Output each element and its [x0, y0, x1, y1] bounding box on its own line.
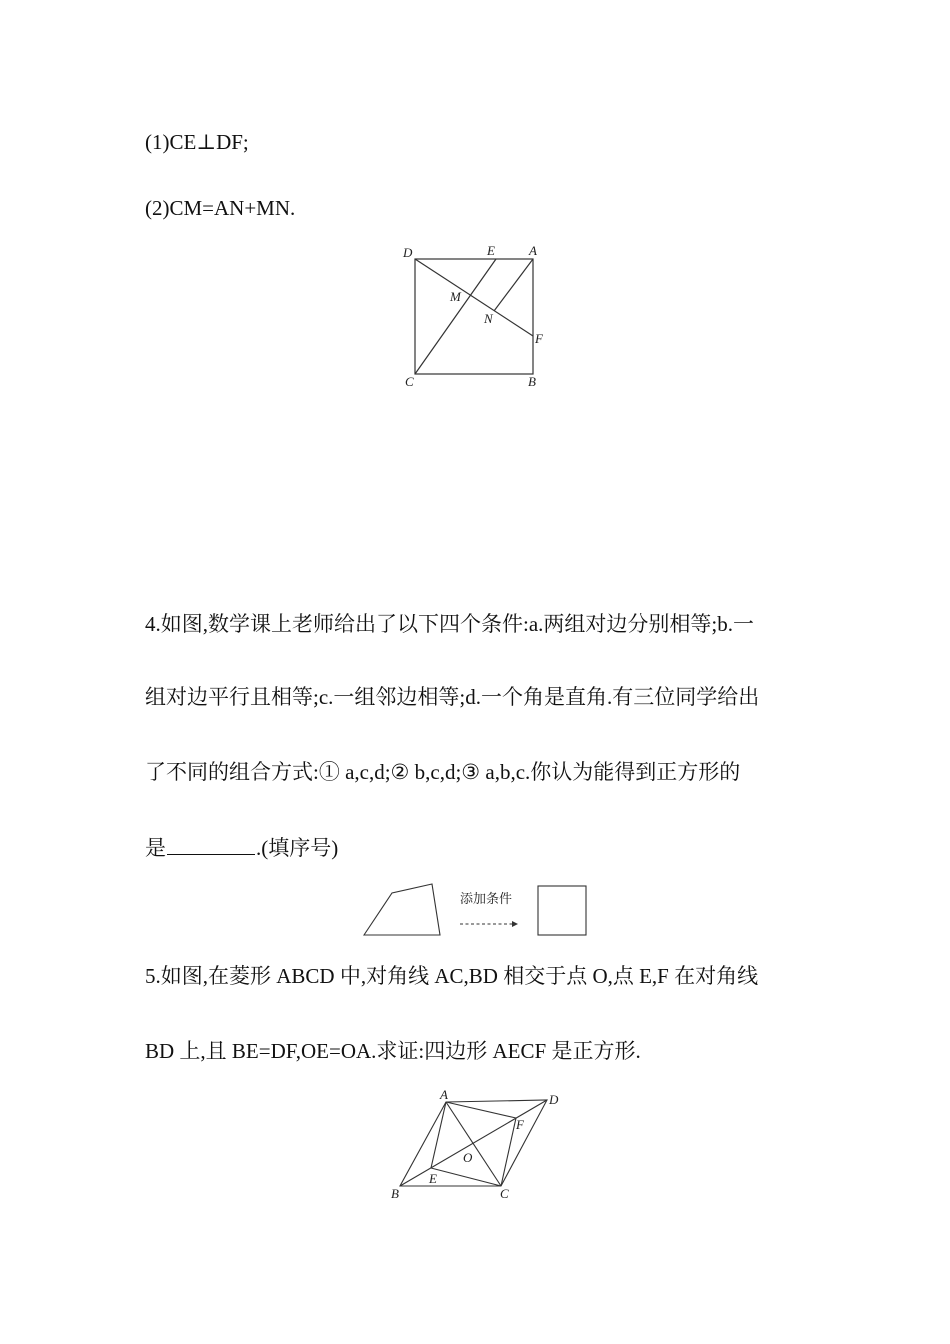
problem5-line1: 5.如图,在菱形 ABCD 中,对角线 AC,BD 相交于点 O,点 E,F 在对角线	[145, 964, 759, 988]
problem4-line2: 组对边平行且相等;c.一组邻边相等;d.一个角是直角.有三位同学给出	[145, 685, 760, 709]
problem4-line3: 了不同的组合方式:① a,c,d;② b,c,d;③ a,b,c.你认为能得到正方形的	[145, 760, 741, 784]
label-d: D	[549, 1092, 559, 1107]
line-df	[415, 259, 533, 336]
problem5-line2: BD 上,且 BE=DF,OE=OA.求证:四边形 AECF 是正方形.	[145, 1039, 641, 1063]
label-a: A	[529, 243, 537, 258]
label-a: A	[440, 1087, 448, 1102]
label-o: O	[463, 1150, 473, 1165]
label-f: F	[535, 331, 543, 346]
diagonal-ac	[446, 1102, 501, 1186]
label-b: B	[528, 374, 536, 389]
diagonal-bd	[400, 1100, 547, 1186]
square-abcd	[415, 259, 533, 374]
part2-text: (2)CM=AN+MN.	[145, 196, 296, 220]
rhombus-figure	[385, 1085, 575, 1210]
part1-text: (1)CE⊥DF;	[145, 130, 249, 154]
add-condition-figure	[360, 878, 595, 942]
answer-blank	[167, 836, 255, 855]
label-n: N	[484, 311, 493, 326]
quadrilateral-shape	[364, 884, 440, 935]
label-f: F	[516, 1117, 524, 1132]
label-d: D	[403, 245, 413, 260]
line-an	[494, 259, 533, 311]
line-ae	[431, 1102, 446, 1168]
problem4-line4-prefix: 是	[145, 836, 166, 860]
label-c: C	[500, 1186, 509, 1201]
label-b: B	[391, 1186, 399, 1201]
arrow-label: 添加条件	[460, 892, 513, 907]
arrow-head	[512, 921, 518, 927]
problem4-line4	[145, 836, 338, 859]
label-e: E	[487, 243, 495, 258]
problem4-line1: 4.如图,数学课上老师给出了以下四个条件:a.两组对边分别相等;b.一	[145, 612, 754, 636]
target-square	[538, 886, 586, 935]
square-figure	[395, 240, 555, 400]
label-c: C	[405, 374, 414, 389]
line-af	[446, 1102, 516, 1118]
line-fc	[501, 1118, 516, 1186]
label-e: E	[429, 1171, 437, 1186]
label-m: M	[450, 289, 461, 304]
problem4-line4-suffix: .(填序号)	[256, 836, 339, 860]
